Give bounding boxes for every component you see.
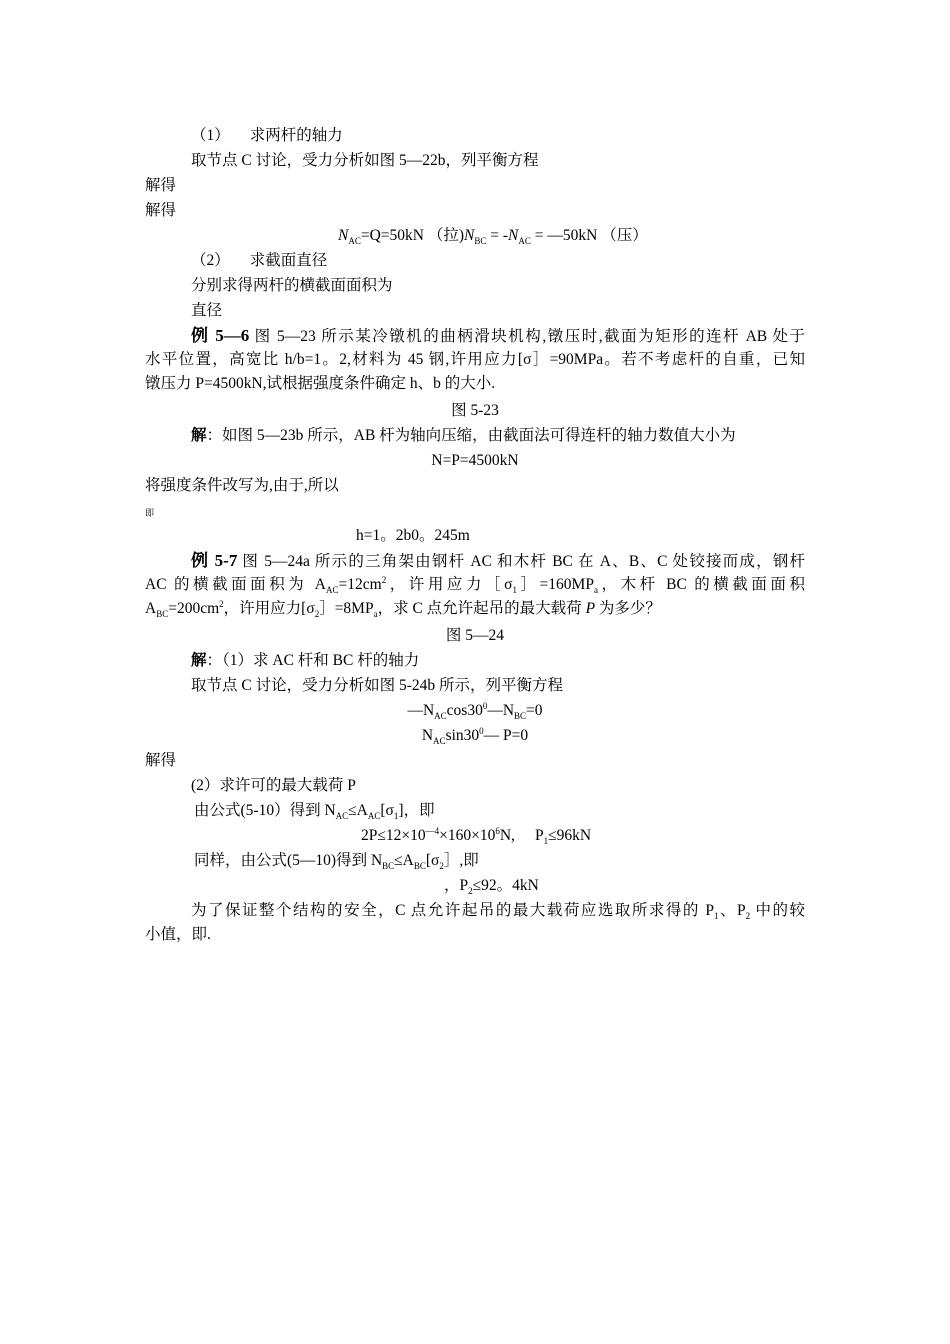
- equation-h: h=1。2b0。245m: [356, 527, 470, 544]
- paragraph-conclusion: 为了保证整个结构的安全，C 点允许起吊的最大载荷应选取所求得的 $P_1$、$P_2$ 中的较 小值，即.: [145, 902, 805, 943]
- paragraph-ji: 即: [145, 508, 155, 518]
- paragraph-diameter: 直径: [191, 302, 223, 319]
- paragraph-solve-3: 解得: [145, 752, 177, 769]
- paragraph-areas: 分别求得两杆的横截面面积为: [191, 277, 393, 294]
- solution-5-6: 解：如图 5—23b 所示，AB 杆为轴向压缩，由截面法可得连杆的轴力数值大小为: [191, 427, 736, 444]
- equation-axial-forces: $N_{AC}=Q=50kN$ （拉)$N_{BC} = -N_{AC}$ = —50kN （压）: [338, 227, 648, 247]
- figure-caption-5-23: 图 5-23: [451, 402, 499, 419]
- equation-equilibrium-y: $N_{AC}\sin 30^0—$ P=0: [421, 725, 529, 747]
- equation-equilibrium-x: $—N_{AC}\cos 30^0—N_{BC}=0$: [407, 700, 543, 722]
- section-1-heading: （1） 求两杆的轴力: [191, 127, 343, 144]
- figure-caption-5-24: 图 5—24: [445, 627, 505, 644]
- equation-n-p: N=P=4500kN: [431, 452, 519, 469]
- example-label: 例 5—6: [191, 326, 250, 345]
- paragraph-solve-1: 解得: [145, 177, 177, 194]
- solution-5-7: 解：（1）求 AC 杆和 BC 杆的轴力: [191, 652, 420, 669]
- equation-p2: ，$P_2\le 92$。4kN: [444, 877, 539, 897]
- example-5-6: 例 5—6 图 5—23 所示某冷镦机的曲柄滑块机构,镦压时,截面为矩形的连杆 AB 处于 水平位置，高宽比 h/b=1。2,材料为 45 钢,许用应力[σ］=90MPa。若不考虑杆的自重，已知 镦压力 P=4500kN,试根据强度条件确定 h、b 的大小.: [145, 326, 805, 392]
- paragraph-node-c: 取节点 C 讨论，受力分析如图 5—22b，列平衡方程: [191, 152, 539, 169]
- paragraph-formula: 由公式(5-10）得到 $N_{AC}\le A_{AC}[\sigma_1]$，即: [194, 802, 435, 822]
- paragraph-rewrite: 将强度条件改写为,由于,所以: [145, 477, 339, 494]
- section-2-heading: （2） 求截面直径: [191, 252, 328, 269]
- paragraph-same: 同样，由公式(5—10)得到 $N_{BC}\le A_{BC}[\sigma_2]$,即: [194, 852, 479, 872]
- paragraph-solve-2: 解得: [145, 202, 177, 219]
- example-5-7: 例 5-7 图 5—24a 所示的三角架由钢杆 AC 和木杆 BC 在 A、B、C 处铰接而成，钢杆 AC 的横截面面积为 $A_{AC}=12cm^2$，许用应力$[\sigma_1]=160MP_a$，木杆 BC 的横截面面积 $A_{BC}=200cm^2$，许用应力[$\sigma_2]=8MP_a$，求 C 点允许起吊的最大载荷 P 为多少？: [145, 551, 805, 620]
- section-max-load: (2）求许可的最大载荷 P: [191, 777, 356, 794]
- paragraph-node-c-2: 取节点 C 讨论，受力分析如图 5-24b 所示，列平衡方程: [191, 677, 564, 694]
- equation-p1: $2P\le 12\times 10^{—4}\times 160\times 10^6N$, $P_1\le 96kN$: [361, 825, 592, 847]
